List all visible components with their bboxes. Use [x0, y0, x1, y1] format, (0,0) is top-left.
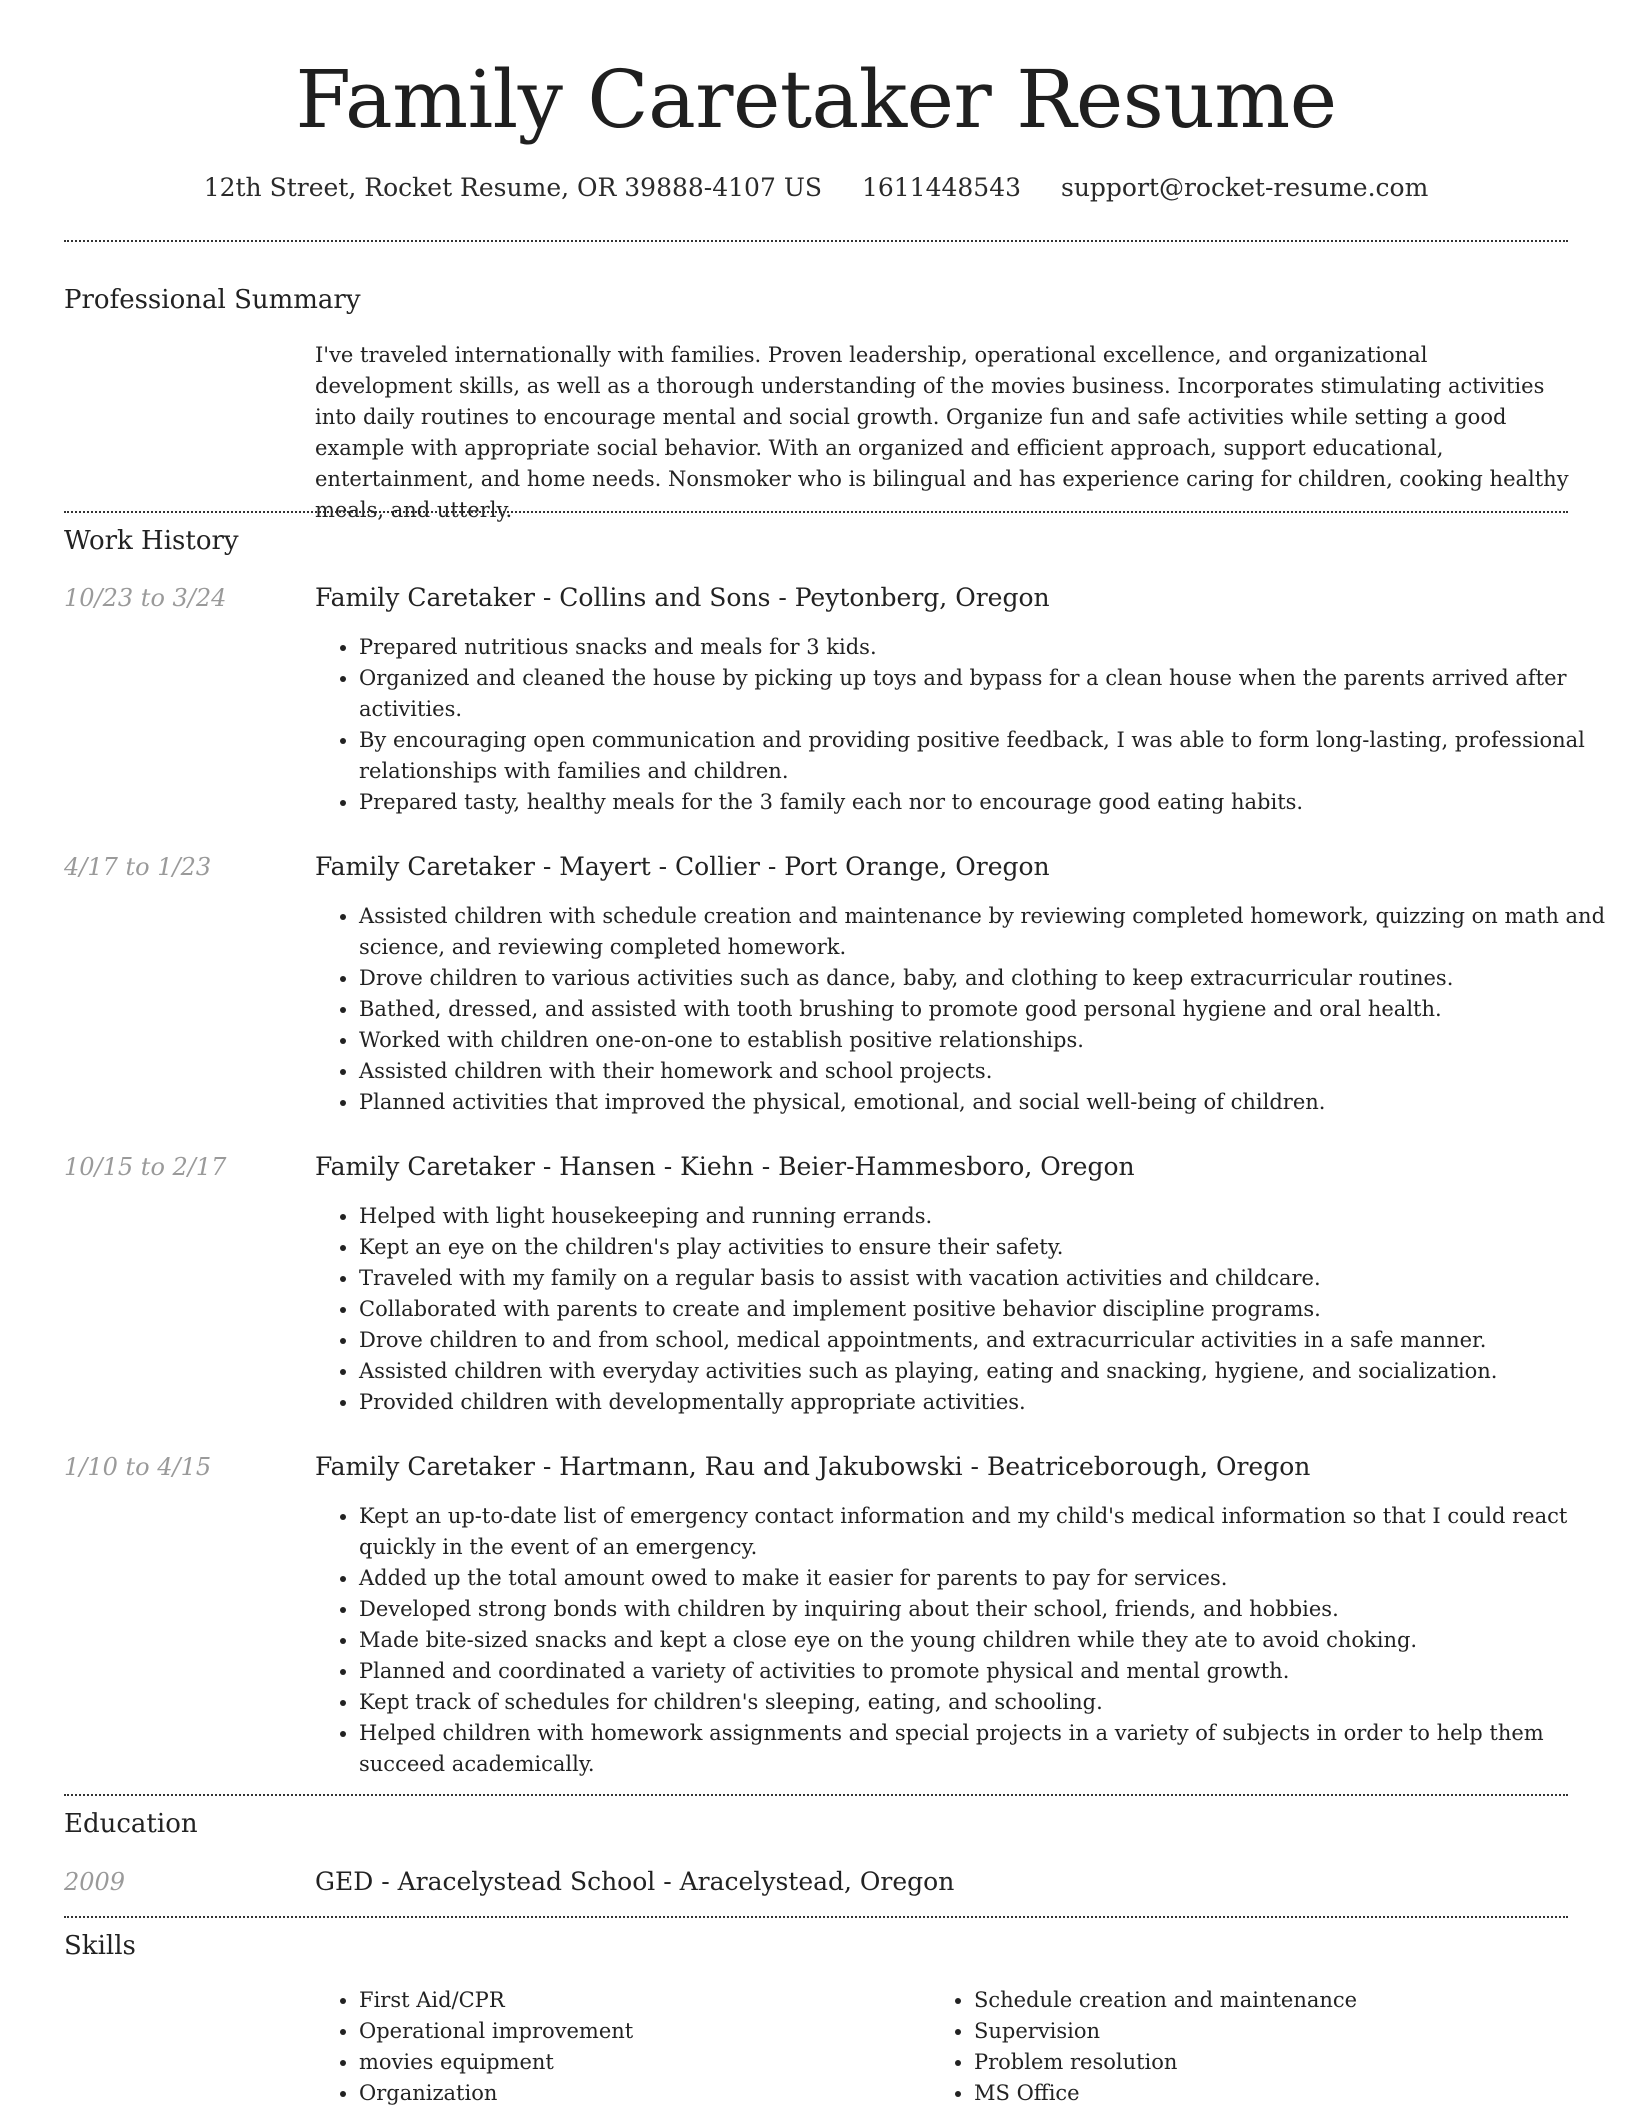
divider — [64, 1916, 1568, 1918]
education-entry: GED - Aracelystead School - Aracelystead, Oregon — [315, 1867, 955, 1896]
skill-item: • Operational improvement — [359, 2016, 919, 2047]
skill-item: • First Aid/CPR — [359, 1985, 919, 2016]
job-dates: 1/10 to 4/15 — [64, 1453, 212, 1481]
job-bullets — [315, 632, 1614, 818]
section-title-education: Education — [64, 1809, 198, 1839]
contact-phone: 1611448543 — [861, 173, 1022, 202]
job-bullet: • Bathed, dressed, and assisted with tooth brushing to promote good personal hygiene and oral health. — [359, 994, 1614, 1025]
job-bullet: • Planned and coordinated a variety of activities to promote physical and mental growth. — [359, 1656, 1614, 1687]
job-title: Family Caretaker - Collins and Sons - Peytonberg, Oregon — [315, 583, 1050, 612]
job-bullet: • Provided children with developmentally appropriate activities. — [359, 1387, 1614, 1418]
job-bullet: • Organized and cleaned the house by picking up toys and bypass for a clean house when the parents arrived after activities. — [359, 663, 1614, 725]
job-bullet: • Made bite-sized snacks and kept a close eye on the young children while they ate to avoid choking. — [359, 1625, 1614, 1656]
contact-line — [0, 172, 1632, 204]
job-bullet: • Helped with light housekeeping and running errands. — [359, 1201, 1614, 1232]
job-bullet: • Traveled with my family on a regular basis to assist with vacation activities and childcare. — [359, 1263, 1614, 1294]
job-dates: 10/15 to 2/17 — [64, 1153, 227, 1181]
skill-item: • movies equipment — [359, 2047, 919, 2078]
section-title-summary: Professional Summary — [64, 285, 361, 315]
job-bullets — [315, 1501, 1614, 1780]
job-bullet: • Drove children to and from school, medical appointments, and extracurricular activities in a safe manner. — [359, 1325, 1614, 1356]
contact-address: 12th Street, Rocket Resume, OR 39888-4107 US — [203, 173, 823, 202]
section-title-skills: Skills — [64, 1931, 136, 1961]
job-bullet: • Worked with children one-on-one to establish positive relationships. — [359, 1025, 1614, 1056]
job-bullet: • Kept an eye on the children's play activities to ensure their safety. — [359, 1232, 1614, 1263]
job-title: Family Caretaker - Hansen - Kiehn - Beier-Hammesboro, Oregon — [315, 1152, 1135, 1181]
education-year: 2009 — [64, 1868, 126, 1896]
job-bullet: • Kept an up-to-date list of emergency contact information and my child's medical information so that I could react quickly in the event of an emergency. — [359, 1501, 1614, 1563]
job-bullet: • Planned activities that improved the physical, emotional, and social well-being of children. — [359, 1087, 1614, 1118]
skill-item: • Organization — [359, 2078, 919, 2109]
job-bullet: • Collaborated with parents to create and implement positive behavior discipline programs. — [359, 1294, 1614, 1325]
job-dates: 4/17 to 1/23 — [64, 853, 212, 881]
job-title: Family Caretaker - Mayert - Collier - Port Orange, Oregon — [315, 852, 1050, 881]
job-bullets — [315, 901, 1614, 1118]
job-dates: 10/23 to 3/24 — [64, 584, 227, 612]
skills-list-right — [930, 1985, 1534, 2109]
job-bullet: • By encouraging open communication and providing positive feedback, I was able to form long-lasting, professional relationships with families and children. — [359, 725, 1614, 787]
skill-item: • Problem resolution — [974, 2047, 1534, 2078]
skills-list-left — [315, 1985, 919, 2109]
skill-item: • Schedule creation and maintenance — [974, 1985, 1534, 2016]
job-bullet: • Prepared tasty, healthy meals for the 3 family each nor to encourage good eating habits. — [359, 787, 1614, 818]
divider — [64, 511, 1568, 513]
skill-item: • MS Office — [974, 2078, 1534, 2109]
job-bullet: • Helped children with homework assignments and special projects in a variety of subjects in order to help them succeed academically. — [359, 1718, 1614, 1780]
resume-title: Family Caretaker Resume — [295, 53, 1337, 146]
divider — [64, 240, 1568, 242]
divider — [64, 1794, 1568, 1796]
job-bullet: • Assisted children with everyday activities such as playing, eating and snacking, hygiene, and socialization. — [359, 1356, 1614, 1387]
job-bullet: • Prepared nutritious snacks and meals for 3 kids. — [359, 632, 1614, 663]
skill-item: • Supervision — [974, 2016, 1534, 2047]
job-bullet: • Assisted children with schedule creation and maintenance by reviewing completed homework, quizzing on math and science, and reviewing completed homework. — [359, 901, 1614, 963]
summary-text: I've traveled internationally with families. Proven leadership, operational excellence, and organizational development skills, as well as a thorough understanding of the movies business. Incorporates stimulating activities into daily routines to encourage mental and social growth. Organize fun and safe activities while setting a good example with appropriate social behavior. With an organized and efficient approach, support educational, entertainment, and home needs. Nonsmoker who is bilingual and has experience caring for children, cooking healthy meals, and utterly. — [315, 343, 1569, 522]
job-bullet: • Added up the total amount owed to make it easier for parents to pay for services. — [359, 1563, 1614, 1594]
job-title: Family Caretaker - Hartmann, Rau and Jakubowski - Beatriceborough, Oregon — [315, 1452, 1311, 1481]
contact-email: support@rocket-resume.com — [1060, 173, 1429, 202]
job-bullets — [315, 1201, 1614, 1418]
section-title-work-history: Work History — [64, 526, 239, 556]
job-bullet: • Developed strong bonds with children by inquiring about their school, friends, and hobbies. — [359, 1594, 1614, 1625]
job-bullet: • Assisted children with their homework and school projects. — [359, 1056, 1614, 1087]
job-bullet: • Kept track of schedules for children's sleeping, eating, and schooling. — [359, 1687, 1614, 1718]
job-bullet: • Drove children to various activities such as dance, baby, and clothing to keep extracurricular routines. — [359, 963, 1614, 994]
